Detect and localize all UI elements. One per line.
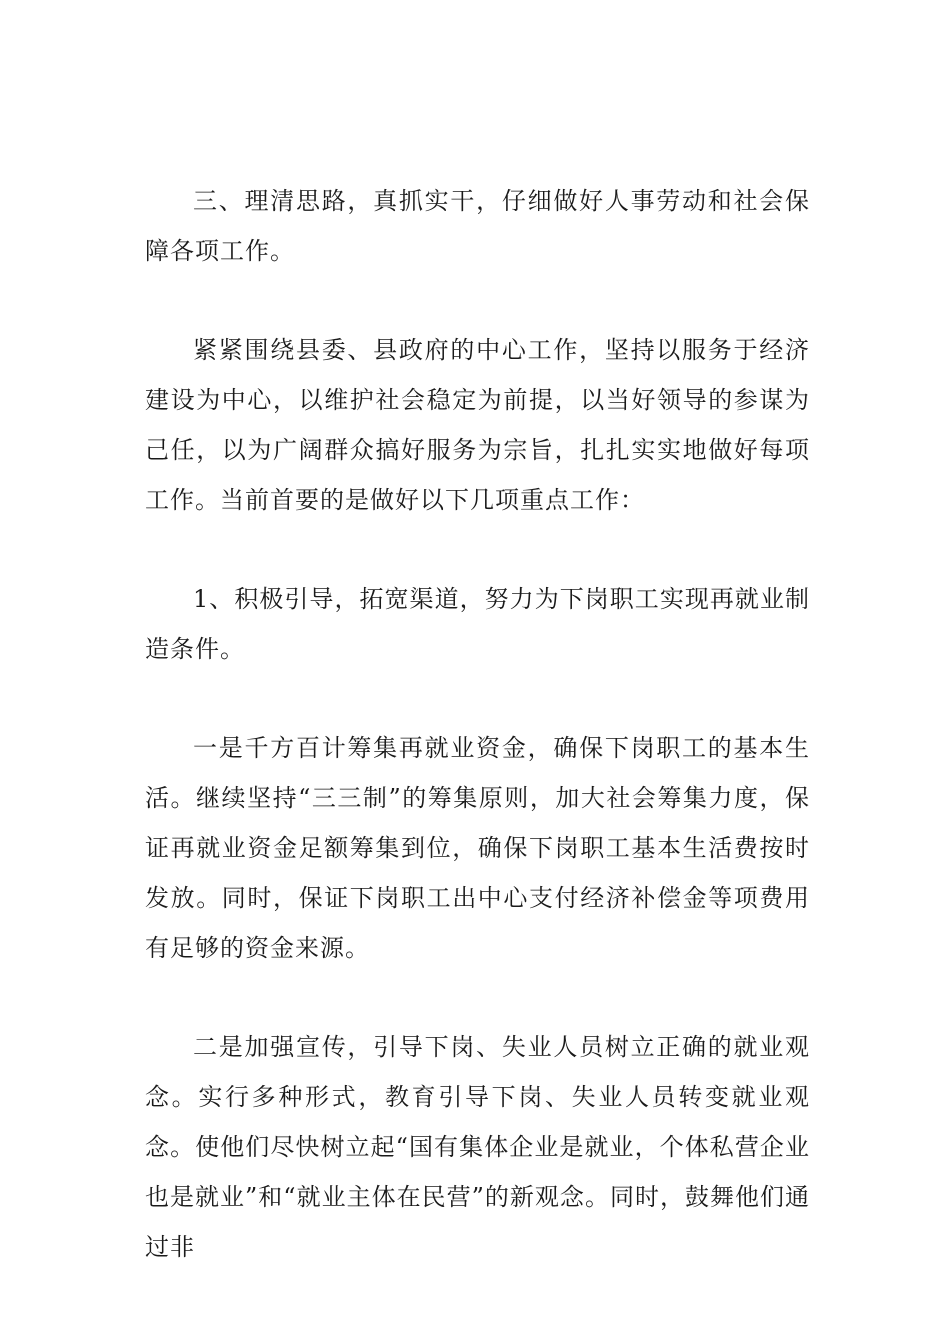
paragraph-gap [145, 674, 810, 723]
paragraph-gap [145, 525, 810, 574]
document-page [145, 176, 810, 1272]
body-paragraph-funding: 一是千方百计筹集再就业资金，确保下岗职工的基本生活。继续坚持“三三制”的筹集原则，加大社会筹集力度，保证再就业资金足额筹集到位，确保下岗职工基本生活费按时发放。同时，保证下岗职工出中心支付经济补偿金等项费用有足够的资金来源。 [145, 734, 810, 962]
subsection-heading-paragraph: 1、积极引导，拓宽渠道，努力为下岗职工实现再就业制造条件。 [145, 585, 810, 663]
paragraph-gap [145, 276, 810, 325]
section-heading-paragraph: 三、理清思路，真抓实干，仔细做好人事劳动和社会保障各项工作。 [145, 187, 810, 265]
intro-paragraph: 紧紧围绕县委、县政府的中心工作，坚持以服务于经济建设为中心，以维护社会稳定为前提，以当好领导的参谋为己任，以为广阔群众搞好服务为宗旨，扎扎实实地做好每项工作。当前首要的是做好以下几项重点工作： [145, 336, 810, 514]
paragraph-gap [145, 973, 810, 1022]
body-paragraph-publicity: 二是加强宣传，引导下岗、失业人员树立正确的就业观念。实行多种形式，教育引导下岗、失业人员转变就业观念。使他们尽快树立起“国有集体企业是就业，个体私营企业也是就业”和“就业主体在民营”的新观念。同时，鼓舞他们通过非 [145, 1033, 810, 1261]
